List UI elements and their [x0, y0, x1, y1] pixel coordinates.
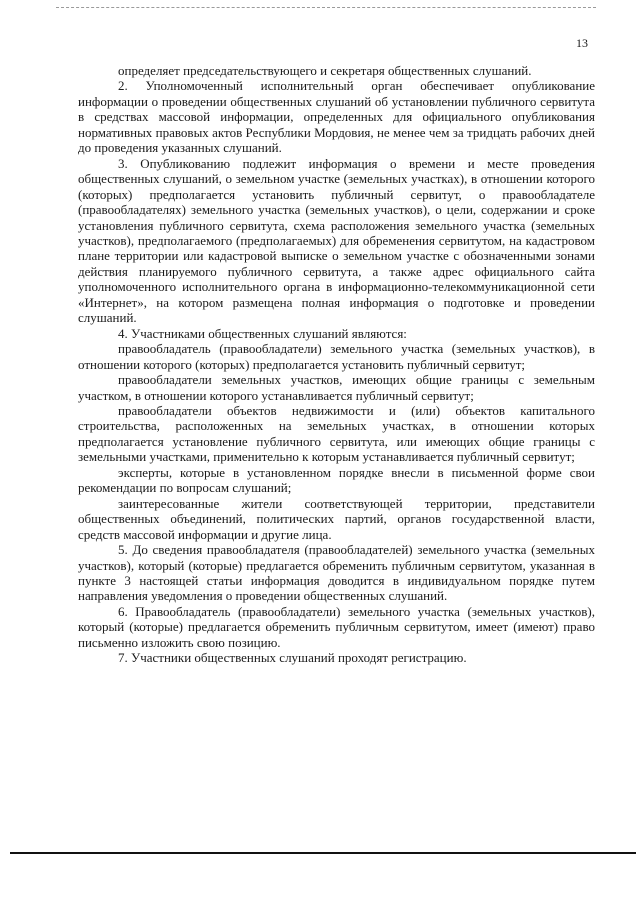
participant-adjacent-owners: правообладатели земельных участков, имеющих общие границы с земельным участком, в отношении которого устанавливается публичный сервитут;	[78, 372, 595, 403]
scan-top-edge-line	[56, 7, 596, 8]
document-body	[78, 63, 595, 666]
participant-rights-holders: правообладатель (правообладатели) земельного участка (земельных участков), в отношении которого (которых) предполагается установить публичный сервитут;	[78, 341, 595, 372]
paragraph-continuation: определяет председательствующего и секретаря общественных слушаний.	[118, 63, 532, 78]
paragraph-item-3: 3. Опубликованию подлежит информация о времени и месте проведения общественных слушаний, о земельном участке (земельных участках), в отношении которого (которых) предполагается установить публичный сервитут, о правообладателе (правообладателях) земельного участка (земельных участков), о цели, содержании и сроке установления публичного сервитута, схема расположения земельного участка (земельных участков), предполагаемого (предполагаемых) для обременения сервитутом, на кадастровом плане территории или кадастровой выписке о земельном участке с обозначенными зонами действия планируемого публичного сервитута, а также адрес официального сайта уполномоченного исполнительного органа в информационно-телекоммуникационной сети «Интернет», на котором размещена полная информация о подготовке и проведении слушаний.	[78, 155, 595, 326]
participant-property-owners: правообладатели объектов недвижимости и (или) объектов капитального строительства, расположенных на земельных участках, в отношении которых предполагается установление публичного сервитута, или имеющих общие границы с земельными участками, применительно к которым устанавливается публичный сервитут;	[78, 402, 595, 465]
bottom-rule-line	[10, 852, 636, 854]
paragraph-item-5: 5. До сведения правообладателя (правообладателей) земельного участка (земельных участков), который (которые) предлагается обременить публичным сервитутом, указанная в пункте 3 настоящей статьи информация доводится в индивидуальном порядке путем направления уведомления о проведении общественных слушаний.	[78, 542, 595, 604]
page-number: 13	[576, 36, 588, 50]
paragraph-item-6: 6. Правообладатель (правообладатели) земельного участка (земельных участков), который (которые) предлагается обременить публичным сервитутом, имеет (имеют) право письменно изложить свою позицию.	[78, 603, 595, 650]
paragraph-item-2: 2. Уполномоченный исполнительный орган обеспечивает опубликование информации о проведении общественных слушаний об установлении публичного сервитута в средствах массовой информации, определенных для официального опубликования нормативных правовых актов Республики Мордовия, не менее чем за тридцать рабочих дней до проведения указанных слушаний.	[78, 78, 595, 156]
participant-experts: эксперты, которые в установленном порядке внесли в письменной форме свои рекомендации по вопросам слушаний;	[78, 464, 595, 496]
participant-residents: заинтересованные жители соответствующей территории, представители общественных объединений, политических партий, органов государственной власти, средств массовой информации и другие лица.	[78, 495, 595, 542]
paragraph-item-4: 4. Участниками общественных слушаний являются:	[118, 325, 407, 341]
paragraph-item-7: 7. Участники общественных слушаний проходят регистрацию.	[118, 650, 467, 666]
